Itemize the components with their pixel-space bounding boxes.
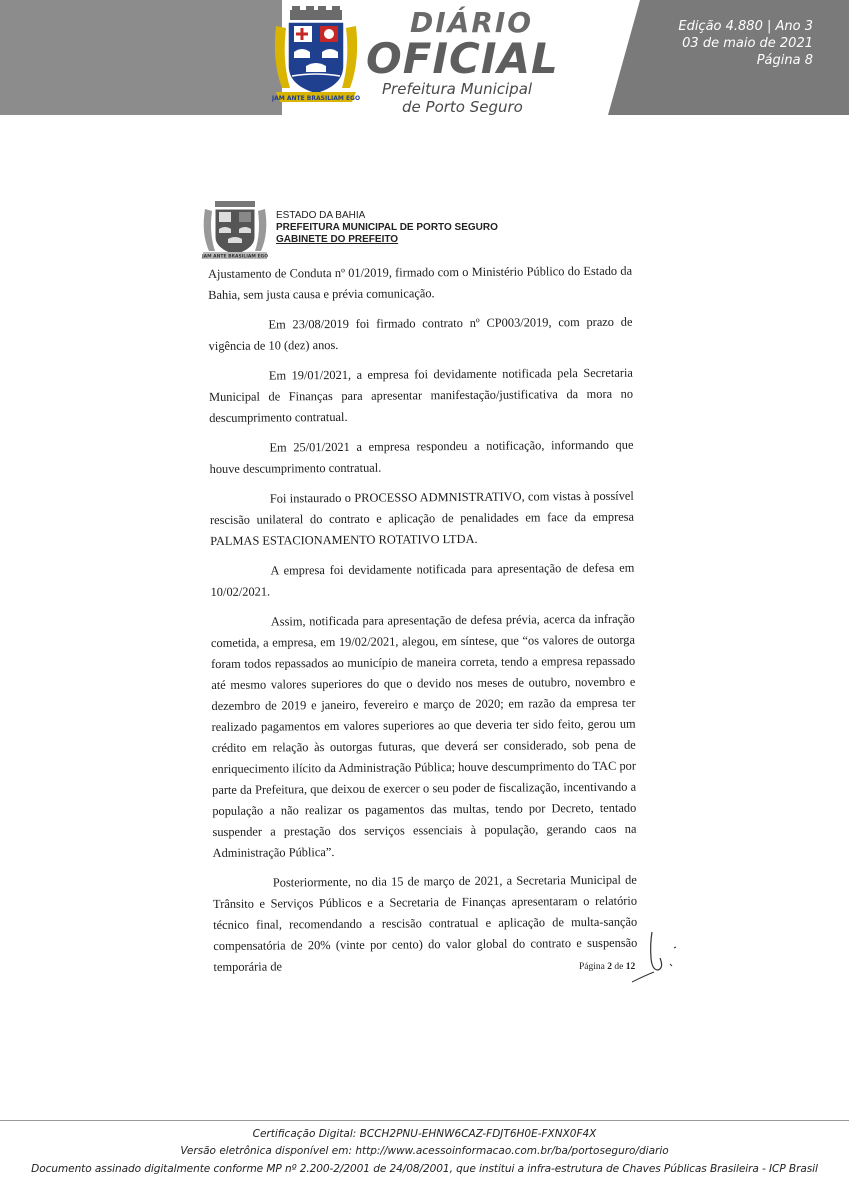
page-number-total: 12 (625, 962, 636, 972)
svg-text:JAM ANTE BRASILIAM EGO: JAM ANTE BRASILIAM EGO (201, 254, 269, 260)
paragraph: Em 23/08/2019 foi firmado contrato nº CP003/2019, com prazo de vigência de 10 (dez) anos. (208, 314, 633, 353)
page-number (579, 962, 635, 972)
letterhead-prefecture: PREFEITURA MUNICIPAL DE PORTO SEGURO (276, 222, 498, 233)
footer-divider (0, 1120, 849, 1121)
paragraph: A empresa foi devidamente notificada para apresentação de defesa em 10/02/2021. (210, 560, 635, 599)
masthead-diario: DIÁRIO (410, 6, 534, 39)
edition-info (633, 18, 813, 69)
banner-left-band (0, 0, 282, 115)
handwritten-signature (625, 924, 688, 984)
page-number-prefix: Página (579, 962, 605, 972)
edition-date: 03 de maio de 2021 (682, 36, 813, 51)
paragraph: Assim, notificada para apresentação de defesa prévia, acerca da infração cometida, a empresa, em 19/02/2021, alegou, em síntese, que “os valores de outorga foram todos repassados ao município de maneira correta, tendo a empresa repassado até mesmo valores superiores do que o devido nos meses de outubro, novembro e dezembro de 2019 e janeiro, fevereiro e março de 2020; em razão da empresa ter realizado pagamentos em valores superiores ao que deveria ter sido feito, gerou um crédito em relação às outorgas futuras, que deverá ser considerado, sob pena de enriquecimento ilícito da Administração Pública; houve descumprimento do TAC por parte da Prefeitura, que deixou de exercer o seu poder de fiscalização, incentivando a população a não realizar os pagamentos das multas, tendo por Decreto, tentado suspender a prestação dos serviços essenciais à população, gerando caos na Administração Pública”. (210, 611, 637, 860)
letterhead-state: ESTADO DA BAHIA (276, 210, 366, 221)
edition-number: Edição 4.880 | Ano 3 (678, 19, 813, 34)
masthead-prefeitura: Prefeitura Municipal (382, 80, 533, 98)
paragraph: Posteriormente, no dia 15 de março de 2021, a Secretaria Municipal de Trânsito e Serviços Públicos e a Secretaria de Finanças apresentaram o relatório técnico final, recomendando a rescisão contratual e aplicação de multa-sanção compensatória de 20% (vinte por cento) do valor global do contrato e suspensão temporária de (212, 872, 638, 974)
footer-signed-notice: Documento assinado digitalmente conforme MP nº 2.200-2/2001 de 24/08/2001, que institui a infra-estrutura de Chaves Públicas Brasileira - ICP Brasil (31, 1163, 818, 1175)
page-number-current: 2 (607, 962, 612, 972)
coat-of-arms-logo (272, 6, 360, 108)
letterhead-crest-logo (201, 199, 269, 261)
letterhead-office: GABINETE DO PREFEITO (276, 234, 399, 245)
footer-certification: Certificação Digital: BCCH2PNU-EHNW6CAZ-FDJT6H0E-FXNX0F4X (252, 1128, 597, 1140)
svg-text:JAM ANTE BRASILIAM EGO: JAM ANTE BRASILIAM EGO (272, 95, 360, 102)
footer (0, 1126, 849, 1178)
document-body (208, 261, 638, 987)
paragraph: Em 19/01/2021, a empresa foi devidamente notificada pela Secretaria Municipal de Finanças para apresentar manifestação/justificativa da mora no descumprimento contratual. (208, 365, 634, 425)
masthead (362, 4, 612, 114)
header-banner (0, 0, 849, 115)
masthead-city: de Porto Seguro (402, 98, 523, 116)
paragraph: Ajustamento de Conduta nº 01/2019, firmado com o Ministério Público do Estado da Bahia, sem justa causa e prévia comunicação. (208, 263, 633, 302)
letterhead (276, 210, 498, 246)
paragraph: Foi instaurado o PROCESSO ADMNISTRATIVO, com vistas à possível rescisão unilateral do contrato e aplicação de penalidades em face da empresa PALMAS ESTACIONAMENTO ROTATIVO LTDA. (209, 488, 635, 548)
paragraph: Em 25/01/2021 a empresa respondeu a notificação, informando que houve descumprimento contratual. (209, 437, 634, 476)
footer-electronic-version: Versão eletrônica disponível em: http://www.acessoinformacao.com.br/ba/portoseguro/diario (180, 1145, 669, 1157)
masthead-oficial: OFICIAL (366, 34, 559, 83)
page-number-middle: de (614, 962, 624, 972)
edition-page: Página 8 (756, 53, 813, 68)
